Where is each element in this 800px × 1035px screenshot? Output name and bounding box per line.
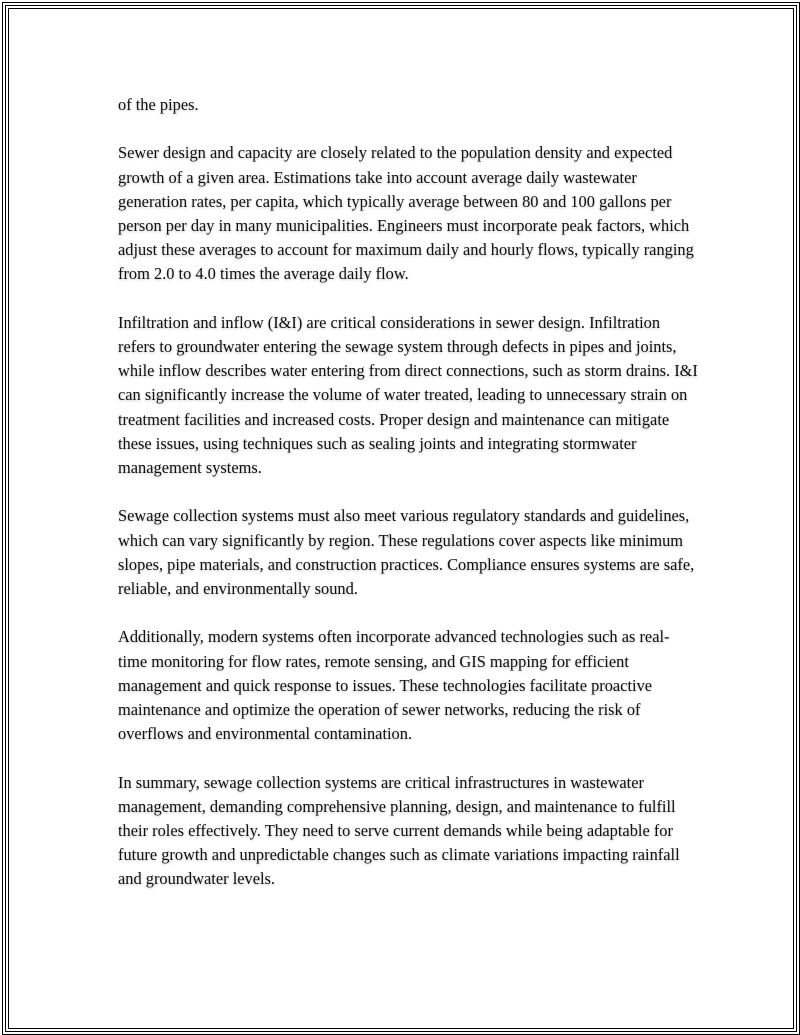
document-body: [118, 93, 698, 916]
paragraph-continuation: of the pipes.: [118, 95, 199, 114]
paragraph-modern-technologies: Additionally, modern systems often incorporate advanced technologies such as real-time monitoring for flow rates, remote sensing, and GIS mapping for efficient management and quick response to issues. These technologies facilitate proactive maintenance and optimize the operation of sewer networks, reducing the risk of overflows and environmental contamination.: [118, 627, 670, 744]
paragraph-sewer-design: Sewer design and capacity are closely related to the population density and expected growth of a given area. Estimations take into account average daily wastewater generation rates, per capita, which typically average between 80 and 100 gallons per person per day in many municipalities. Engineers must incorporate peak factors, which adjust these averages to account for maximum daily and hourly flows, typically ranging from 2.0 to 4.0 times the average daily flow.: [118, 143, 694, 284]
paragraph-summary: In summary, sewage collection systems are critical infrastructures in wastewater management, demanding comprehensive planning, design, and maintenance to fulfill their roles effectively. They need to serve current demands while being adaptable for future growth and unpredictable changes such as climate variations impacting rainfall and groundwater levels.: [118, 772, 680, 889]
paragraph-regulatory-standards: Sewage collection systems must also meet various regulatory standards and guidelines, which can vary significantly by region. These regulations cover aspects like minimum slopes, pipe materials, and construction practices. Compliance ensures systems are safe, reliable, and environmentally sound.: [118, 506, 695, 599]
paragraph-infiltration-inflow: Infiltration and inflow (I&I) are critical considerations in sewer design. Infiltration refers to groundwater entering the sewage system through defects in pipes and joints, while inflow describes water entering from direct connections, such as storm drains. I&I can significantly increase the volume of water treated, leading to unnecessary strain on treatment facilities and increased costs. Proper design and maintenance can mitigate these issues, using techniques such as sealing joints and integrating stormwater management systems.: [118, 312, 698, 478]
